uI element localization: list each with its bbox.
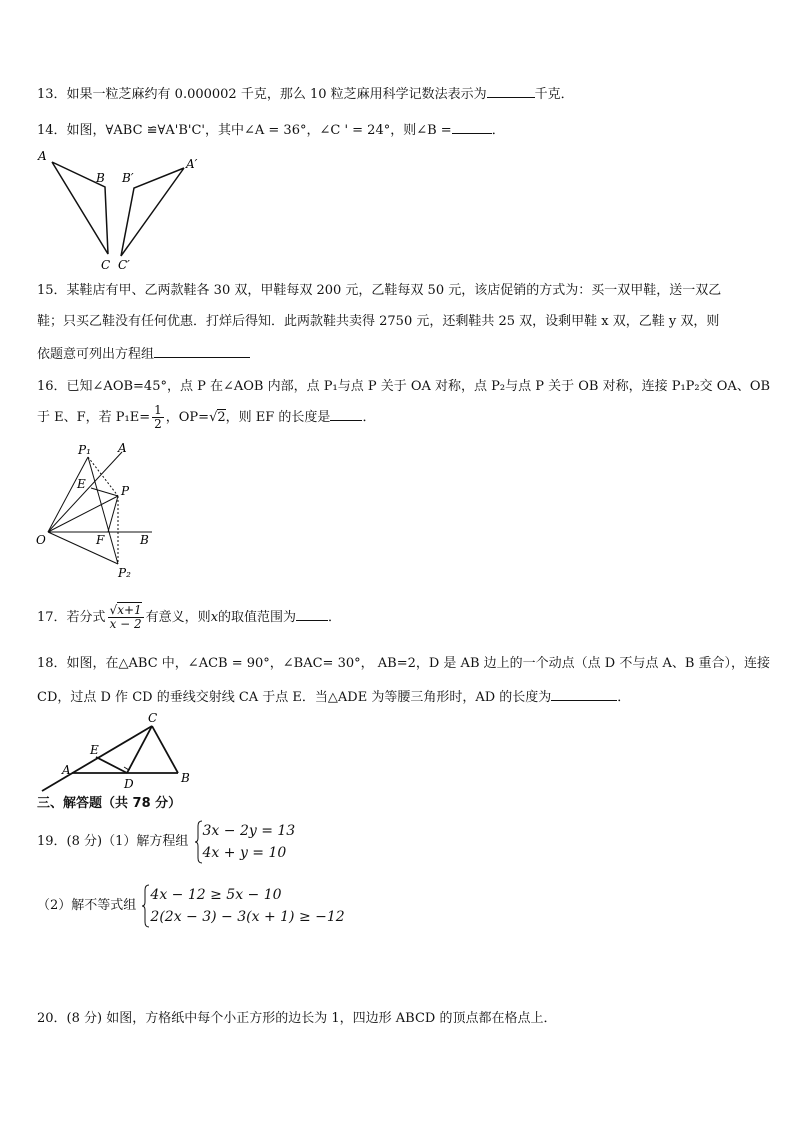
question-15-line2: 鞋；只买乙鞋没有任何优惠．打烊后得知．此两款鞋共卖得 2750 元，还剩鞋共 25 双，设剩甲鞋 x 双，乙鞋 y 双，则 xyxy=(37,314,720,329)
question-15-line3 xyxy=(37,344,250,364)
q14-answer-blank[interactable] xyxy=(452,120,492,134)
label-D: D xyxy=(124,777,134,791)
label-E: E xyxy=(90,743,99,757)
q18-figure xyxy=(40,712,200,794)
seg-DE xyxy=(96,757,127,773)
seg-EP xyxy=(91,488,118,496)
q15-line3-text: 依题意可列出方程组 xyxy=(37,347,155,362)
q19-ineq1: 4x − 12 ≥ 5x − 10 xyxy=(150,887,282,903)
q19-system1 xyxy=(195,820,296,864)
label-B: B xyxy=(96,171,105,185)
q19-label1: 19．(8 分)（1）解方程组 xyxy=(37,834,189,849)
q14-text: 14．如图，∀ABC ≌∀A'B'C'，其中∠A = 36°，∠C ' = 24°，则∠B = xyxy=(37,123,452,138)
q18-line2-text: CD，过点 D 作 CD 的垂线交射线 CA 于点 E．当△ADE 为等腰三角形时，AD 的长度为 xyxy=(37,690,552,705)
seg-CB xyxy=(152,726,178,773)
q19-system2 xyxy=(142,884,344,928)
label-E: E xyxy=(77,477,86,491)
q13-text: 13．如果一粒芝麻约有 0.000002 千克，那么 10 粒芝麻用科学记数法表示为 xyxy=(37,87,487,102)
q19-label2: （2）解不等式组 xyxy=(37,898,137,913)
q16-line2-b: ，OP= xyxy=(165,410,210,425)
q14-suffix: ． xyxy=(491,123,505,138)
seg-FP xyxy=(108,496,118,532)
q17-suffix: ． xyxy=(328,610,342,625)
label-C: C xyxy=(148,712,158,725)
label-C: C xyxy=(101,258,111,272)
question-19-part2 xyxy=(37,884,345,932)
q16-frac-den: 2 xyxy=(154,417,162,431)
seg-OP1 xyxy=(48,457,88,532)
label-O: O xyxy=(36,533,46,547)
question-13 xyxy=(37,84,574,104)
question-14 xyxy=(37,120,505,140)
section-3-title: 三、解答题（共 78 分） xyxy=(37,796,182,811)
q16-line2-c: ，则 EF 的长度是 xyxy=(225,410,331,425)
question-17 xyxy=(37,604,341,631)
q19-eq1: 3x − 2y = 13 xyxy=(202,823,296,839)
label-B: B xyxy=(181,771,190,785)
q17-radicand: x+1 xyxy=(117,603,142,617)
label-A-prime: A′ xyxy=(186,157,198,171)
label-P2: P₂ xyxy=(118,566,131,580)
q16-fraction xyxy=(152,404,164,431)
q17-mid: 有意义，则 xyxy=(145,610,211,625)
label-A: A xyxy=(62,763,71,777)
q17-var: x xyxy=(210,610,219,625)
question-19-part1 xyxy=(37,820,295,868)
question-16-line2 xyxy=(37,404,375,431)
q17-frac-den: x − 2 xyxy=(109,617,142,631)
label-B: B xyxy=(140,533,149,547)
q18-answer-blank[interactable] xyxy=(551,687,617,701)
q19-eq2: 4x + y = 10 xyxy=(202,845,287,861)
label-P: P xyxy=(121,484,130,498)
q16-suffix: ． xyxy=(362,410,376,425)
q17-answer-blank[interactable] xyxy=(296,607,328,621)
brace-icon xyxy=(142,884,150,928)
q16-line2-a: 于 E、F，若 P₁E= xyxy=(37,410,151,425)
q17-fraction xyxy=(108,604,144,631)
question-18-line2 xyxy=(37,687,630,707)
q18-suffix: ． xyxy=(617,690,631,705)
label-A: A xyxy=(38,149,47,163)
q16-sqrt-value: 2 xyxy=(217,410,226,425)
q16-figure xyxy=(34,440,160,586)
question-20: 20．(8 分) 如图，方格纸中每个小正方形的边长为 1，四边形 ABCD 的顶点都在格点上． xyxy=(37,1011,557,1026)
seg-P1P-dashed xyxy=(88,457,118,496)
brace-icon xyxy=(195,820,203,864)
label-P1: P₁ xyxy=(78,443,91,457)
label-A: A xyxy=(118,441,127,455)
q13-suffix: 千克． xyxy=(534,87,574,102)
sqrt-symbol: √ xyxy=(209,410,218,425)
question-15-line1: 15．某鞋店有甲、乙两款鞋各 30 双，甲鞋每双 200 元，乙鞋每双 50 元，该店促销的方式为：买一双甲鞋，送一双乙 xyxy=(37,283,722,298)
q15-answer-blank[interactable] xyxy=(154,344,250,358)
q14-figure xyxy=(34,148,214,274)
q16-frac-num: 1 xyxy=(154,403,162,417)
q13-answer-blank[interactable] xyxy=(487,84,535,98)
q19-ineq2: 2(2x − 3) − 3(x + 1) ≥ −12 xyxy=(150,909,345,925)
question-18-line1: 18．如图，在△ABC 中，∠ACB = 90°，∠BAC= 30°， AB=2，D 是 AB 边上的一个动点（点 D 不与点 A、B 重合），连接 xyxy=(37,656,771,671)
seg-OP2 xyxy=(48,532,118,564)
label-C-prime: C′ xyxy=(118,258,130,272)
q17-prefix: 17．若分式 xyxy=(37,610,106,625)
label-F: F xyxy=(96,533,105,547)
q17-frac-num: √x+1 xyxy=(109,603,142,617)
q17-tail: 的取值范围为 xyxy=(218,610,297,625)
q16-answer-blank[interactable] xyxy=(330,407,362,421)
question-16-line1: 16．已知∠AOB=45°，点 P 在∠AOB 内部，点 P₁与点 P 关于 OA 对称，点 P₂与点 P 关于 OB 对称，连接 P₁P₂交 OA、OB xyxy=(37,379,771,394)
label-B-prime: B′ xyxy=(122,171,134,185)
